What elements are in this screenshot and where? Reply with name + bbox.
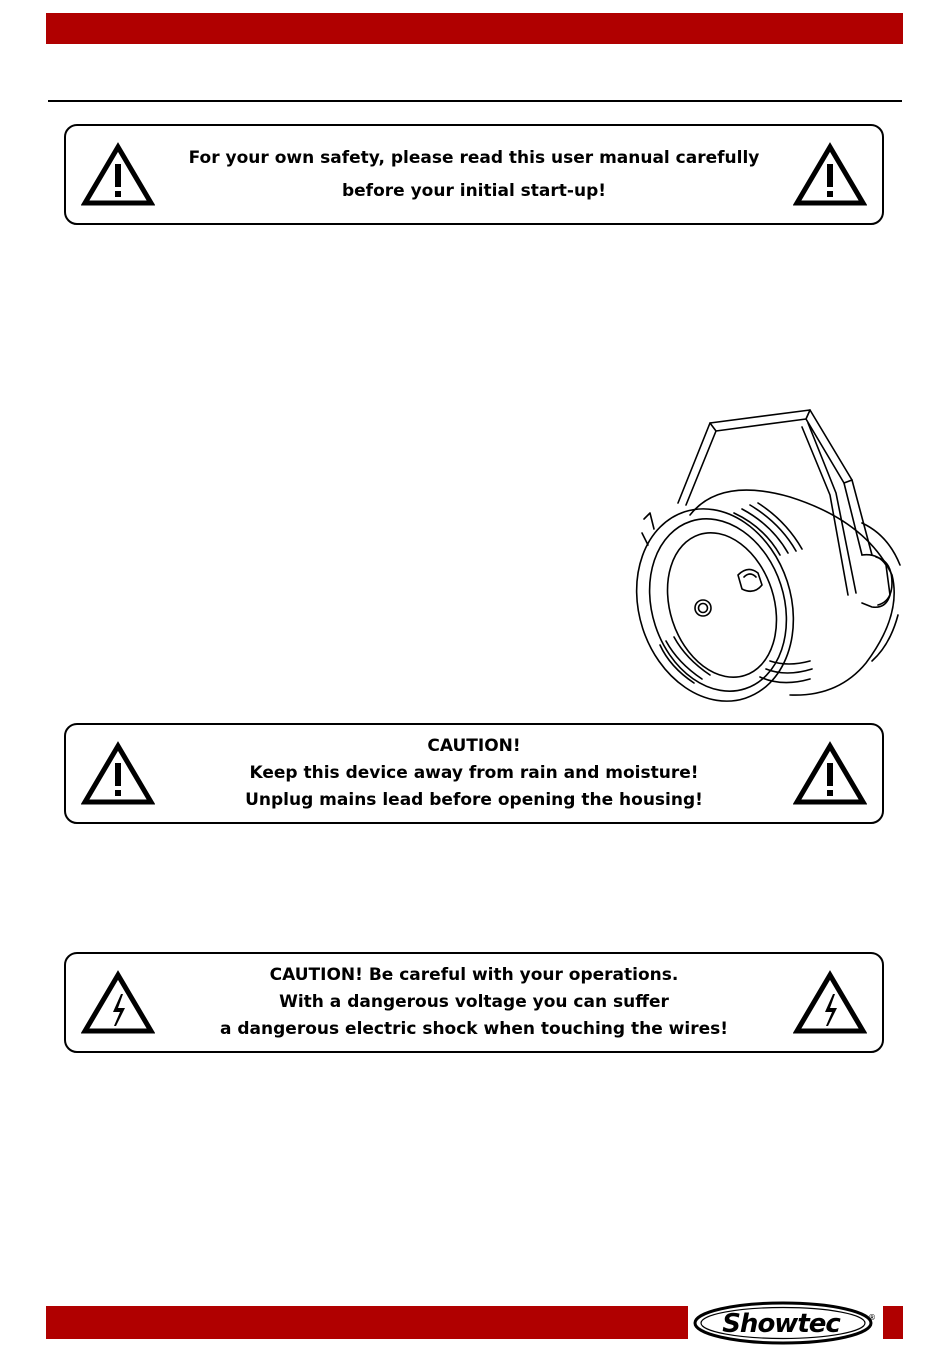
warning-triangle-icon — [793, 142, 867, 208]
safety-notice-text — [176, 126, 772, 223]
caution-voltage-line2: With a dangerous voltage you can suffer — [279, 992, 669, 1012]
safety-notice-line2: before your initial start-up! — [341, 180, 606, 201]
header-bar — [46, 13, 903, 44]
caution-voltage-text — [176, 954, 772, 1051]
high-voltage-triangle-icon — [81, 970, 155, 1036]
warning-triangle-icon — [81, 142, 155, 208]
svg-text:Showtec: Showtec — [722, 1309, 840, 1339]
warning-triangle-icon — [81, 741, 155, 807]
showtec-logo — [692, 1300, 878, 1346]
safety-notice-line1: For your own safety, please read this user manual carefully — [188, 147, 760, 168]
caution-moisture-text — [176, 725, 772, 822]
caution-moisture-line2: Unplug mains lead before opening the housing! — [245, 790, 703, 810]
svg-text:®: ® — [868, 1313, 876, 1322]
header-rule — [48, 100, 902, 102]
high-voltage-triangle-icon — [793, 970, 867, 1036]
caution-moisture-box — [64, 723, 884, 824]
par-light-fixture-illustration — [630, 405, 905, 705]
caution-voltage-line1: CAUTION! Be careful with your operations. — [269, 965, 679, 985]
caution-voltage-box — [64, 952, 884, 1053]
footer-bar — [46, 1306, 688, 1339]
warning-triangle-icon — [793, 741, 867, 807]
caution-moisture-title: CAUTION! — [427, 736, 521, 756]
caution-moisture-line1: Keep this device away from rain and moisture! — [249, 763, 699, 783]
caution-voltage-line3: a dangerous electric shock when touching the wires! — [220, 1019, 728, 1039]
footer-bar-end — [883, 1306, 903, 1339]
safety-notice-box — [64, 124, 884, 225]
